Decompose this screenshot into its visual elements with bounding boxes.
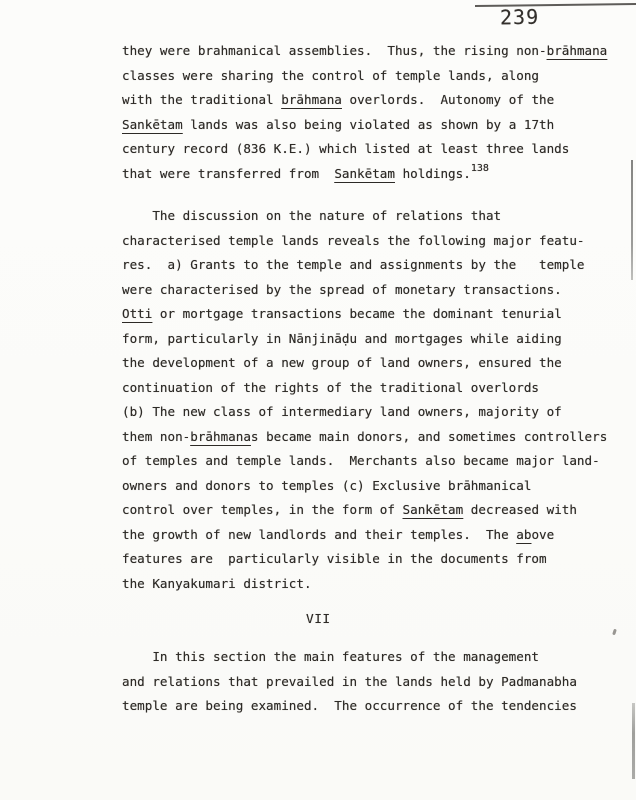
text-segment: continuation of the rights of the traditional overlords bbox=[122, 379, 540, 395]
text-line bbox=[122, 302, 630, 327]
text-segment: the growth of new landlords and their temples. The bbox=[122, 526, 517, 542]
text-segment: classes were sharing the control of temple lands, along bbox=[122, 67, 540, 83]
underlined-term: brāhmana bbox=[546, 43, 608, 58]
text-line bbox=[122, 376, 630, 401]
text-segment: the Kanyakumari district. bbox=[122, 575, 312, 591]
text-line bbox=[122, 162, 630, 187]
text-segment: were characterised by the spread of monetary transactions. bbox=[122, 281, 562, 297]
text-line bbox=[122, 400, 630, 425]
text-line bbox=[122, 498, 630, 523]
text-line bbox=[122, 351, 630, 376]
text-segment: overlords. Autonomy of the bbox=[341, 92, 555, 107]
text-segment: features are particularly visible in the documents from bbox=[122, 551, 547, 566]
text-line bbox=[122, 64, 630, 89]
underlined-term: ab bbox=[516, 526, 532, 542]
text-line bbox=[122, 88, 630, 113]
text-line bbox=[122, 694, 630, 719]
text-segment: with the traditional bbox=[122, 92, 282, 107]
text-segment: ove bbox=[531, 526, 555, 542]
text-segment: owners and donors to temples (c) Exclusive brāhmanical bbox=[122, 477, 532, 493]
text-segment: form, particularly in Nānjināḍu and mortgages while aiding bbox=[122, 330, 562, 346]
text-line bbox=[122, 137, 630, 162]
text-segment: lands was also being violated as shown by a 17th bbox=[182, 116, 555, 132]
paragraph-section-intro bbox=[122, 645, 630, 719]
text-line bbox=[122, 327, 630, 352]
text-line bbox=[122, 425, 630, 450]
text-segment: holdings. bbox=[394, 165, 471, 181]
text-segment: they were brahmanical assemblies. Thus, the rising non- bbox=[122, 43, 547, 58]
text-line bbox=[122, 253, 630, 278]
scan-artifact-vertical-line-upper bbox=[631, 160, 633, 280]
underlined-term: Sankētam bbox=[334, 165, 395, 181]
text-line bbox=[122, 204, 630, 229]
scan-artifact-vertical-line-lower bbox=[632, 703, 635, 779]
footnote-reference: 138 bbox=[470, 163, 489, 175]
text-segment: decreased with bbox=[463, 502, 577, 517]
section-heading: VII bbox=[306, 612, 331, 627]
text-segment: control over temples, in the form of bbox=[122, 502, 403, 517]
page-number: 239 bbox=[499, 4, 540, 30]
text-line bbox=[122, 670, 630, 695]
text-line bbox=[122, 278, 630, 303]
text-segment: s became main donors, and sometimes controllers bbox=[250, 428, 608, 444]
text-line bbox=[122, 39, 630, 64]
text-segment: and relations that prevailed in the lands held by Padmanabha bbox=[122, 673, 577, 689]
text-segment: res. a) Grants to the temple and assignments by the temple bbox=[122, 257, 585, 272]
text-segment: that were transferred from bbox=[122, 165, 335, 181]
underlined-term: brāhmana bbox=[190, 428, 251, 444]
underlined-term: Sankētam bbox=[122, 116, 183, 132]
underlined-term: Sankētam bbox=[402, 502, 464, 517]
text-segment: or mortgage transactions became the dominant tenurial bbox=[152, 306, 562, 321]
text-line bbox=[122, 113, 630, 138]
text-line bbox=[122, 547, 630, 572]
text-line bbox=[122, 474, 630, 499]
underlined-term: Otti bbox=[122, 306, 153, 321]
text-line bbox=[122, 645, 630, 670]
text-segment: of temples and temple lands. Merchants also became major land- bbox=[122, 453, 600, 468]
text-line bbox=[122, 229, 630, 254]
text-line bbox=[122, 523, 630, 548]
scan-artifact-speck bbox=[612, 629, 617, 636]
text-line bbox=[122, 572, 630, 597]
text-segment: century record (836 K.E.) which listed at least three lands bbox=[122, 141, 570, 156]
text-segment: characterised temple lands reveals the following major featu- bbox=[122, 232, 585, 248]
text-line bbox=[122, 449, 630, 474]
paragraph-continuation bbox=[122, 39, 630, 186]
text-segment: (b) The new class of intermediary land owners, majority of bbox=[122, 404, 562, 419]
paragraph-discussion-features bbox=[122, 204, 630, 596]
text-segment: them non- bbox=[122, 428, 191, 444]
text-segment: The discussion on the nature of relations that bbox=[122, 208, 502, 223]
text-segment: temple are being examined. The occurrence of the tendencies bbox=[122, 698, 577, 713]
text-segment: the development of a new group of land owners, ensured the bbox=[122, 355, 562, 370]
text-segment: In this section the main features of the management bbox=[122, 649, 540, 664]
underlined-term: brāhmana bbox=[281, 92, 342, 107]
